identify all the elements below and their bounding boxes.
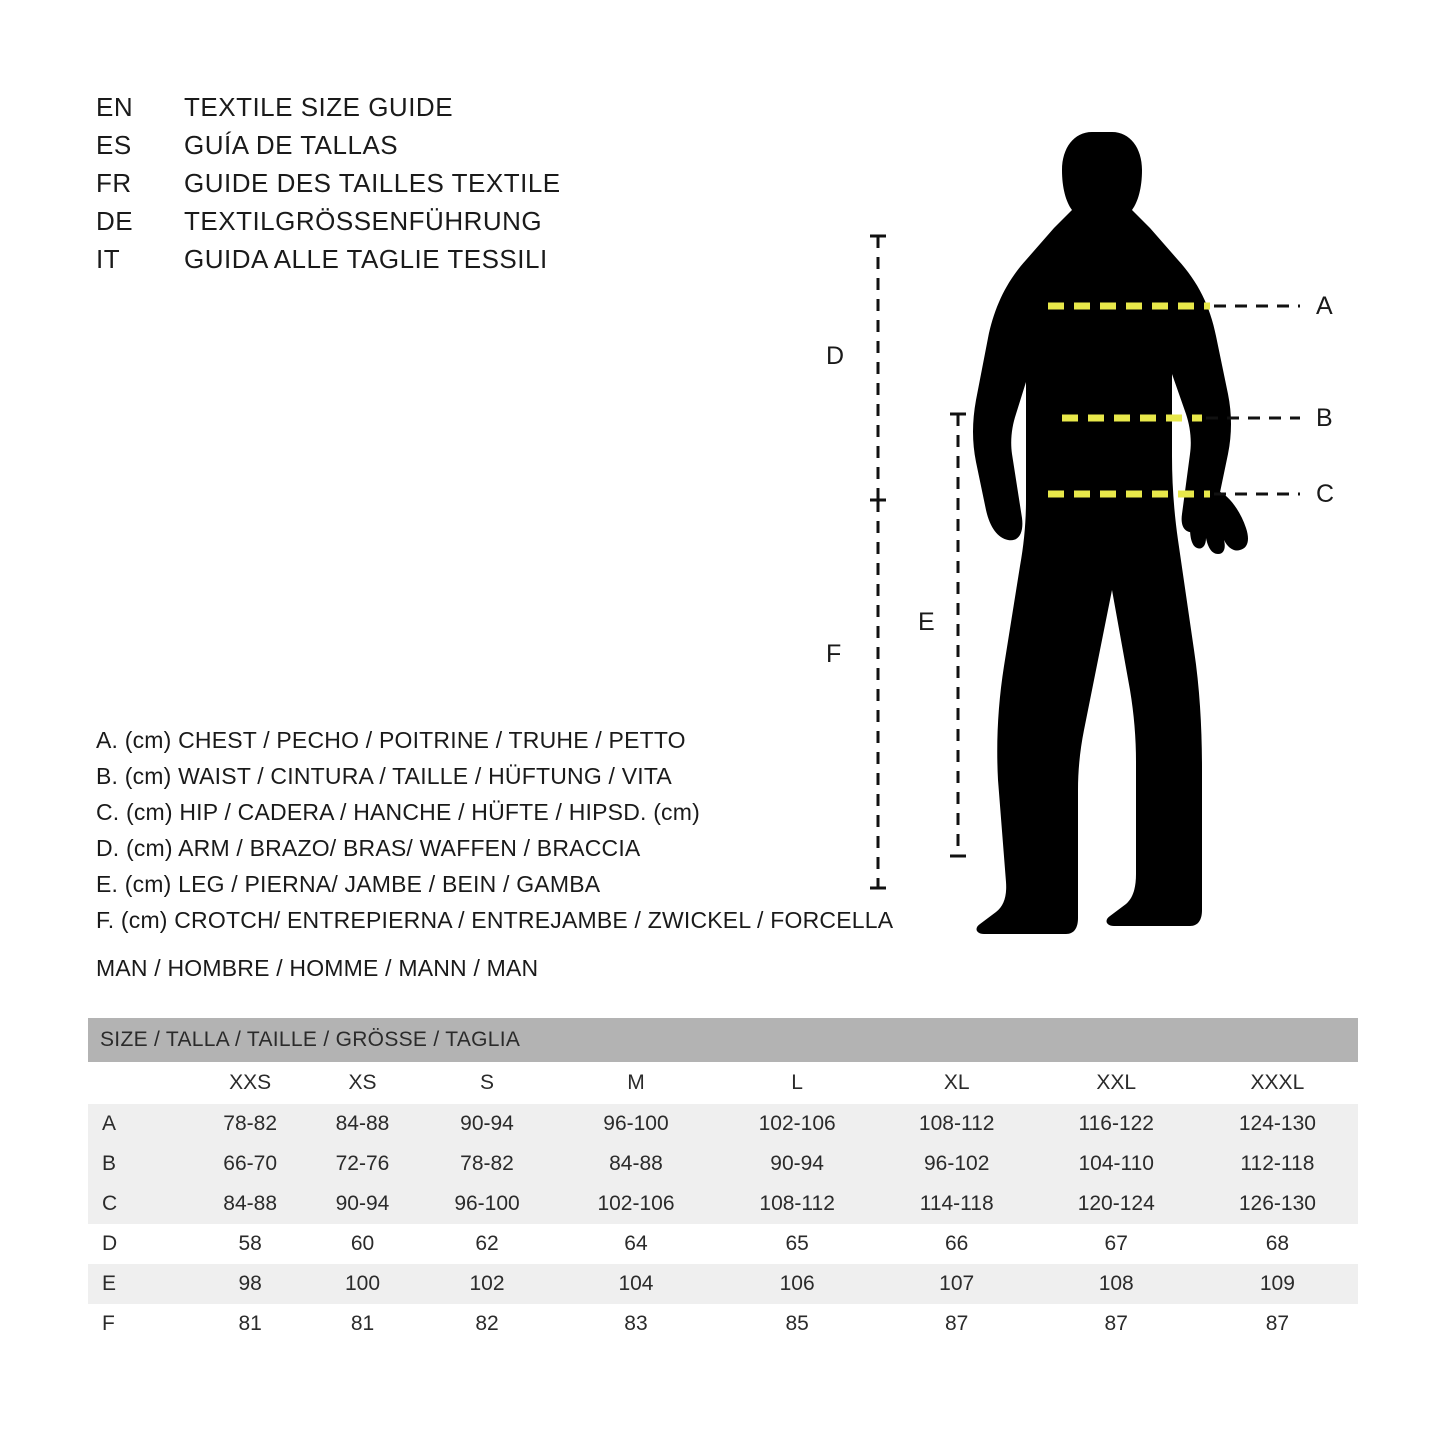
cell: 65 <box>717 1224 878 1264</box>
cell: 82 <box>419 1304 556 1344</box>
legend-item-a: A. (cm) CHEST / PECHO / POITRINE / TRUHE / PETTO <box>96 727 686 753</box>
legend-item-b: B. (cm) WAIST / CINTURA / TAILLE / HÜFTUNG / VITA <box>96 763 672 789</box>
cell: 84-88 <box>555 1144 716 1184</box>
row-label: E <box>88 1264 194 1304</box>
table-row <box>88 1264 1358 1304</box>
header-size: XXXL <box>1197 1062 1358 1104</box>
label-a: A <box>1316 292 1333 320</box>
cell: 108 <box>1036 1264 1197 1304</box>
table-row <box>88 1304 1358 1344</box>
cell: 72-76 <box>306 1144 418 1184</box>
cell: 87 <box>1197 1304 1358 1344</box>
cell: 67 <box>1036 1224 1197 1264</box>
cell: 126-130 <box>1197 1184 1358 1224</box>
legend-item-e: E. (cm) LEG / PIERNA/ JAMBE / BEIN / GAMBA <box>96 871 601 897</box>
title-text: GUIDA ALLE TAGLIE TESSILI <box>184 244 548 274</box>
cell: 58 <box>194 1224 306 1264</box>
row-label: A <box>88 1104 194 1144</box>
cell: 84-88 <box>194 1184 306 1224</box>
table-row <box>88 1224 1358 1264</box>
cell: 108-112 <box>878 1104 1036 1144</box>
cell: 109 <box>1197 1264 1358 1304</box>
title-row <box>96 240 716 278</box>
cell: 124-130 <box>1197 1104 1358 1144</box>
size-table <box>88 1018 1358 1344</box>
cell: 98 <box>194 1264 306 1304</box>
table-band-row <box>88 1018 1358 1062</box>
cell: 102 <box>419 1264 556 1304</box>
cell: 81 <box>194 1304 306 1344</box>
cell: 87 <box>1036 1304 1197 1344</box>
row-label: B <box>88 1144 194 1184</box>
header-size: S <box>419 1062 556 1104</box>
header-size: XS <box>306 1062 418 1104</box>
title-lang: FR <box>96 168 132 198</box>
label-e: E <box>918 608 935 636</box>
title-row <box>96 88 716 126</box>
legend-item-c: C. (cm) HIP / CADERA / HANCHE / HÜFTE / HIPSD. (cm) <box>96 799 700 825</box>
table-row <box>88 1184 1358 1224</box>
title-text: TEXTILGRÖSSENFÜHRUNG <box>184 206 543 236</box>
cell: 96-102 <box>878 1144 1036 1184</box>
cell: 116-122 <box>1036 1104 1197 1144</box>
cell: 78-82 <box>419 1144 556 1184</box>
header-corner <box>88 1062 194 1104</box>
title-block <box>96 88 716 278</box>
cell: 68 <box>1197 1224 1358 1264</box>
header-size: L <box>717 1062 878 1104</box>
row-label: D <box>88 1224 194 1264</box>
cell: 96-100 <box>555 1104 716 1144</box>
legend-item-f: F. (cm) CROTCH/ ENTREPIERNA / ENTREJAMBE / ZWICKEL / FORCELLA <box>96 907 894 933</box>
cell: 83 <box>555 1304 716 1344</box>
title-lang: DE <box>96 206 134 236</box>
cell: 100 <box>306 1264 418 1304</box>
cell: 64 <box>555 1224 716 1264</box>
cell: 66 <box>878 1224 1036 1264</box>
cell: 84-88 <box>306 1104 418 1144</box>
label-c: C <box>1316 480 1335 508</box>
cell: 102-106 <box>555 1184 716 1224</box>
title-text: GUIDE DES TAILLES TEXTILE <box>184 168 561 198</box>
cell: 96-100 <box>419 1184 556 1224</box>
cell: 90-94 <box>419 1104 556 1144</box>
size-band-label: SIZE / TALLA / TAILLE / GRÖSSE / TAGLIA <box>88 1018 1358 1062</box>
cell: 108-112 <box>717 1184 878 1224</box>
cell: 66-70 <box>194 1144 306 1184</box>
table-header-row <box>88 1062 1358 1104</box>
label-f: F <box>826 640 842 668</box>
cell: 90-94 <box>306 1184 418 1224</box>
header-size: M <box>555 1062 716 1104</box>
cell: 104-110 <box>1036 1144 1197 1184</box>
cell: 87 <box>878 1304 1036 1344</box>
title-row <box>96 164 716 202</box>
cell: 102-106 <box>717 1104 878 1144</box>
cell: 60 <box>306 1224 418 1264</box>
table-row <box>88 1104 1358 1144</box>
cell: 114-118 <box>878 1184 1036 1224</box>
header-size: XXS <box>194 1062 306 1104</box>
cell: 81 <box>306 1304 418 1344</box>
legend-block <box>96 722 916 938</box>
gender-label: MAN / HOMBRE / HOMME / MANN / MAN <box>96 955 539 981</box>
table-row <box>88 1144 1358 1184</box>
cell: 120-124 <box>1036 1184 1197 1224</box>
label-b: B <box>1316 404 1333 432</box>
cell: 112-118 <box>1197 1144 1358 1184</box>
title-text: GUÍA DE TALLAS <box>184 130 399 160</box>
row-label: F <box>88 1304 194 1344</box>
title-row <box>96 126 716 164</box>
row-label: C <box>88 1184 194 1224</box>
title-row <box>96 202 716 240</box>
label-d: D <box>826 342 845 370</box>
cell: 104 <box>555 1264 716 1304</box>
cell: 106 <box>717 1264 878 1304</box>
cell: 107 <box>878 1264 1036 1304</box>
cell: 78-82 <box>194 1104 306 1144</box>
title-lang: EN <box>96 92 134 122</box>
legend-item-d: D. (cm) ARM / BRAZO/ BRAS/ WAFFEN / BRACCIA <box>96 835 641 861</box>
cell: 90-94 <box>717 1144 878 1184</box>
title-text: TEXTILE SIZE GUIDE <box>184 92 454 122</box>
title-lang: ES <box>96 130 132 160</box>
title-lang: IT <box>96 244 121 274</box>
header-size: XL <box>878 1062 1036 1104</box>
header-size: XXL <box>1036 1062 1197 1104</box>
cell: 62 <box>419 1224 556 1264</box>
cell: 85 <box>717 1304 878 1344</box>
